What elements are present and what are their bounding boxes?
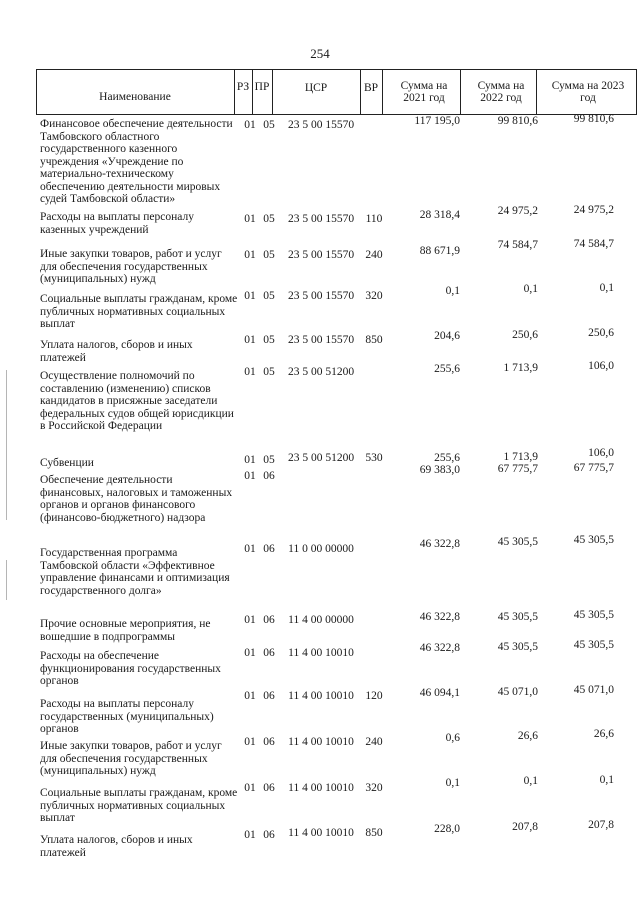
row-sum-2021: 0,1 [445, 777, 460, 789]
row-sum-2022: 1 713,9 [503, 362, 538, 374]
row-sum-2021: 46 322,8 [419, 538, 460, 550]
row-pr: 05 [263, 366, 275, 378]
row-vr: 320 [365, 290, 383, 302]
row-sum-2023: 207,8 [588, 819, 614, 831]
row-pr: 06 [263, 690, 275, 702]
row-rz: 01 [244, 829, 256, 841]
row-sum-2021: 46 094,1 [419, 687, 460, 699]
row-vr: 240 [365, 736, 383, 748]
row-name: Финансовое обеспечение деятельности Тамбовского областного государственного казенного учреждения «Учреждение по материально-техническому обеспечению деятельности мировых судей Тамбовской области» [40, 118, 233, 205]
row-sum-2023: 45 305,5 [573, 534, 614, 546]
row-pr: 06 [263, 470, 275, 482]
row-rz: 01 [244, 543, 256, 555]
row-rz: 01 [244, 334, 256, 346]
row-name: Расходы на обеспечение функционирования государственных органов [40, 650, 221, 687]
row-sum-2022: 45 305,5 [497, 536, 538, 548]
row-pr: 05 [263, 249, 275, 261]
row-pr: 05 [263, 119, 275, 131]
row-sum-2022: 207,8 [512, 821, 538, 833]
row-pr: 05 [263, 213, 275, 225]
row-pr: 06 [263, 782, 275, 794]
row-name: Расходы на выплаты персоналу государственных (муниципальных) органов [40, 698, 214, 735]
header-name: Наименование [99, 91, 171, 103]
row-name: Социальные выплаты гражданам, кроме публичных нормативных социальных выплат [40, 293, 238, 330]
header-csr: ЦСР [304, 82, 328, 94]
header-pr: ПР [254, 81, 270, 93]
row-name: Субвенции [40, 457, 94, 469]
row-pr: 05 [263, 290, 275, 302]
row-vr: 320 [365, 782, 383, 794]
row-csr: 11 0 00 00000 [288, 543, 354, 555]
row-csr: 23 5 00 15570 [287, 249, 355, 261]
row-name: Иные закупки товаров, работ и услуг для обеспечения государственных (муниципальных) нужд [40, 248, 222, 285]
row-name: Обеспечение деятельности финансовых, налоговых и таможенных органов и органов финансового (финансово-бюджетного) надзора [40, 474, 233, 524]
row-csr: 23 5 00 51200 [287, 366, 355, 378]
row-sum-2022: 250,6 [512, 329, 538, 341]
row-sum-2022: 45 305,5 [497, 611, 538, 623]
row-name: Иные закупки товаров, работ и услуг для обеспечения государственных (муниципальных) нужд [40, 740, 222, 777]
row-csr: 23 5 00 15570 [287, 119, 355, 131]
row-sum-2021: 204,6 [434, 330, 460, 342]
row-sum-2022: 45 071,0 [497, 686, 538, 698]
row-sum-2021: 255,6 [434, 363, 460, 375]
row-vr: 120 [365, 690, 383, 702]
row-csr: 11 4 00 10010 [288, 690, 354, 702]
row-sum-2023: 45 305,5 [573, 609, 614, 621]
row-rz: 01 [244, 614, 256, 626]
row-sum-2023: 0,1 [599, 282, 614, 294]
row-sum-2021: 46 322,8 [419, 642, 460, 654]
row-pr: 05 [263, 454, 275, 466]
row-sum-2021: 69 383,0 [419, 464, 460, 476]
row-vr: 530 [365, 452, 383, 464]
row-sum-2022: 24 975,2 [497, 205, 538, 217]
header-vr: ВР [363, 82, 379, 94]
page-number: 254 [310, 46, 330, 61]
row-csr: 11 4 00 10010 [288, 782, 354, 794]
row-csr: 23 5 00 15570 [287, 213, 355, 225]
row-pr: 06 [263, 614, 275, 626]
row-csr: 23 5 00 51200 [287, 452, 355, 464]
row-rz: 01 [244, 690, 256, 702]
row-rz: 01 [244, 213, 256, 225]
row-name: Осуществление полномочий по составлению (изменению) списков кандидатов в присяжные заседатели федеральных судов общей юрисдикции в Российской Федерации [40, 370, 234, 432]
header-sum-2022: Сумма на 2022 год [477, 80, 525, 104]
row-sum-2022: 99 810,6 [497, 115, 538, 127]
header-sum-2021: Сумма на 2021 год [400, 80, 448, 104]
row-rz: 01 [244, 366, 256, 378]
row-sum-2021: 255,6 [434, 452, 460, 464]
scan-edge-mark [6, 370, 7, 520]
row-pr: 05 [263, 334, 275, 346]
row-sum-2021: 88 671,9 [419, 245, 460, 257]
row-pr: 06 [263, 829, 275, 841]
row-vr: 850 [365, 827, 383, 839]
row-pr: 06 [263, 543, 275, 555]
scan-edge-mark [6, 560, 7, 600]
row-sum-2022: 45 305,5 [497, 641, 538, 653]
row-rz: 01 [244, 736, 256, 748]
row-rz: 01 [244, 782, 256, 794]
row-rz: 01 [244, 470, 256, 482]
row-csr: 11 4 00 10010 [288, 827, 354, 839]
header-rz: РЗ [236, 81, 250, 93]
row-sum-2023: 0,1 [599, 774, 614, 786]
row-sum-2023: 99 810,6 [573, 113, 614, 125]
row-sum-2021: 228,0 [434, 823, 460, 835]
header-sum-2023: Сумма на 2023 год [551, 80, 625, 104]
row-name: Расходы на выплаты персоналу казенных учреждений [40, 211, 194, 236]
row-sum-2022: 26,6 [517, 730, 538, 742]
row-name: Социальные выплаты гражданам, кроме публичных нормативных социальных выплат [40, 787, 238, 824]
row-sum-2022: 0,1 [523, 775, 538, 787]
row-vr: 110 [365, 213, 383, 225]
row-sum-2022: 0,1 [523, 283, 538, 295]
row-csr: 11 4 00 10010 [288, 736, 354, 748]
row-sum-2023: 106,0 [588, 447, 614, 459]
row-rz: 01 [244, 290, 256, 302]
row-csr: 11 4 00 00000 [288, 614, 354, 626]
row-vr: 850 [365, 334, 383, 346]
row-sum-2021: 0,1 [445, 285, 460, 297]
row-sum-2023: 24 975,2 [573, 204, 614, 216]
row-pr: 06 [263, 647, 275, 659]
row-sum-2022: 74 584,7 [497, 239, 538, 251]
row-sum-2023: 45 071,0 [573, 684, 614, 696]
row-csr: 23 5 00 15570 [287, 334, 355, 346]
row-sum-2021: 0,6 [445, 732, 460, 744]
row-name: Уплата налогов, сборов и иных платежей [40, 339, 193, 364]
row-sum-2023: 106,0 [588, 360, 614, 372]
row-sum-2022: 67 775,7 [497, 463, 538, 475]
row-name: Государственная программа Тамбовской области «Эффективное управление финансами и оптимизация государственного долга» [40, 547, 230, 597]
row-rz: 01 [244, 647, 256, 659]
row-rz: 01 [244, 119, 256, 131]
row-sum-2023: 26,6 [593, 728, 614, 740]
row-sum-2023: 67 775,7 [573, 462, 614, 474]
row-sum-2023: 74 584,7 [573, 238, 614, 250]
row-sum-2021: 117 195,0 [414, 115, 460, 127]
row-rz: 01 [244, 249, 256, 261]
row-sum-2023: 250,6 [588, 327, 614, 339]
row-pr: 06 [263, 736, 275, 748]
row-vr: 240 [365, 249, 383, 261]
row-sum-2022: 1 713,9 [503, 451, 538, 463]
row-sum-2021: 46 322,8 [419, 611, 460, 623]
row-rz: 01 [244, 454, 256, 466]
row-csr: 23 5 00 15570 [287, 290, 355, 302]
row-sum-2021: 28 318,4 [419, 209, 460, 221]
row-sum-2023: 45 305,5 [573, 639, 614, 651]
row-csr: 11 4 00 10010 [288, 647, 354, 659]
row-name: Прочие основные мероприятия, не вошедшие в подпрограммы [40, 618, 211, 643]
row-name: Уплата налогов, сборов и иных платежей [40, 834, 193, 859]
